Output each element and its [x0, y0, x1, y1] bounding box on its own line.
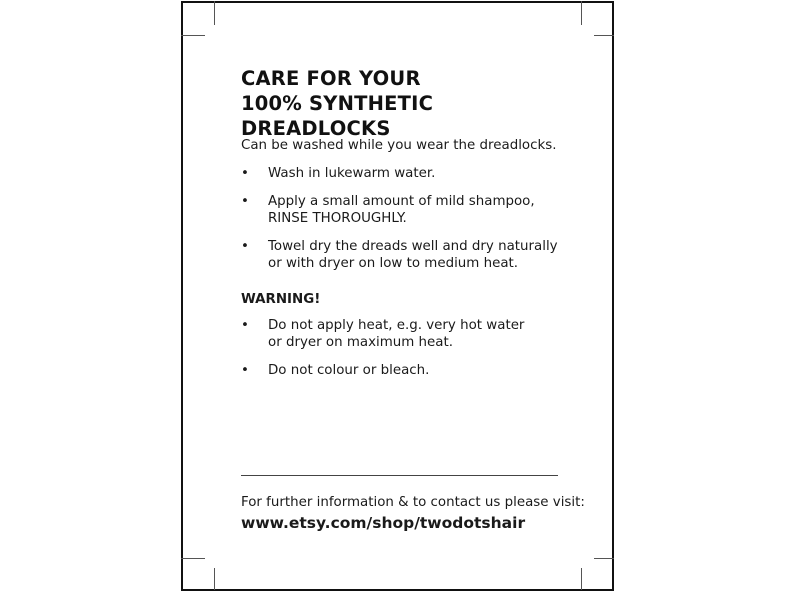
warning-list	[241, 317, 581, 379]
contact-info-text: For further information & to contact us please visit:	[241, 495, 585, 510]
crop-mark-top-left-h	[181, 35, 205, 36]
bullet-icon: •	[241, 239, 249, 254]
bullet-icon: •	[241, 194, 249, 209]
footer	[241, 494, 585, 533]
crop-mark-top-right-h	[594, 35, 614, 36]
crop-mark-bottom-left-v	[214, 568, 215, 590]
title-line-1: CARE FOR YOUR	[241, 67, 421, 90]
care-steps-list	[241, 165, 581, 272]
bullet-icon: •	[241, 318, 249, 333]
list-item-text: Apply a small amount of mild shampoo,	[268, 194, 535, 209]
page-title	[241, 66, 581, 141]
crop-mark-top-right-v	[581, 1, 582, 25]
shop-url: www.etsy.com/shop/twodotshair	[241, 514, 526, 532]
list-item-text-cont: or dryer on maximum heat.	[268, 335, 453, 350]
list-item	[241, 238, 581, 272]
bullet-icon: •	[241, 363, 249, 378]
crop-mark-bottom-right-v	[581, 568, 582, 590]
list-item-text: Wash in lukewarm water.	[268, 166, 436, 181]
list-item-text: Do not colour or bleach.	[268, 363, 430, 378]
intro-text: Can be washed while you wear the dreadlocks.	[241, 138, 557, 153]
list-item	[241, 317, 581, 351]
title-line-2: 100% SYNTHETIC DREADLOCKS	[241, 92, 434, 140]
list-item-text: Do not apply heat, e.g. very hot water	[268, 318, 525, 333]
list-item-text-cont: RINSE THOROUGHLY.	[268, 211, 407, 226]
crop-mark-bottom-left-h	[181, 558, 205, 559]
list-item-text-cont: or with dryer on low to medium heat.	[268, 256, 519, 271]
list-item	[241, 193, 581, 227]
care-instructions	[241, 66, 581, 378]
list-item	[241, 165, 581, 182]
divider	[241, 475, 558, 476]
crop-mark-bottom-right-h	[594, 558, 614, 559]
list-item	[241, 362, 581, 379]
list-item-text: Towel dry the dreads well and dry naturally	[268, 239, 558, 254]
crop-mark-top-left-v	[214, 1, 215, 25]
warning-heading: WARNING!	[241, 292, 321, 307]
bullet-icon: •	[241, 166, 249, 181]
